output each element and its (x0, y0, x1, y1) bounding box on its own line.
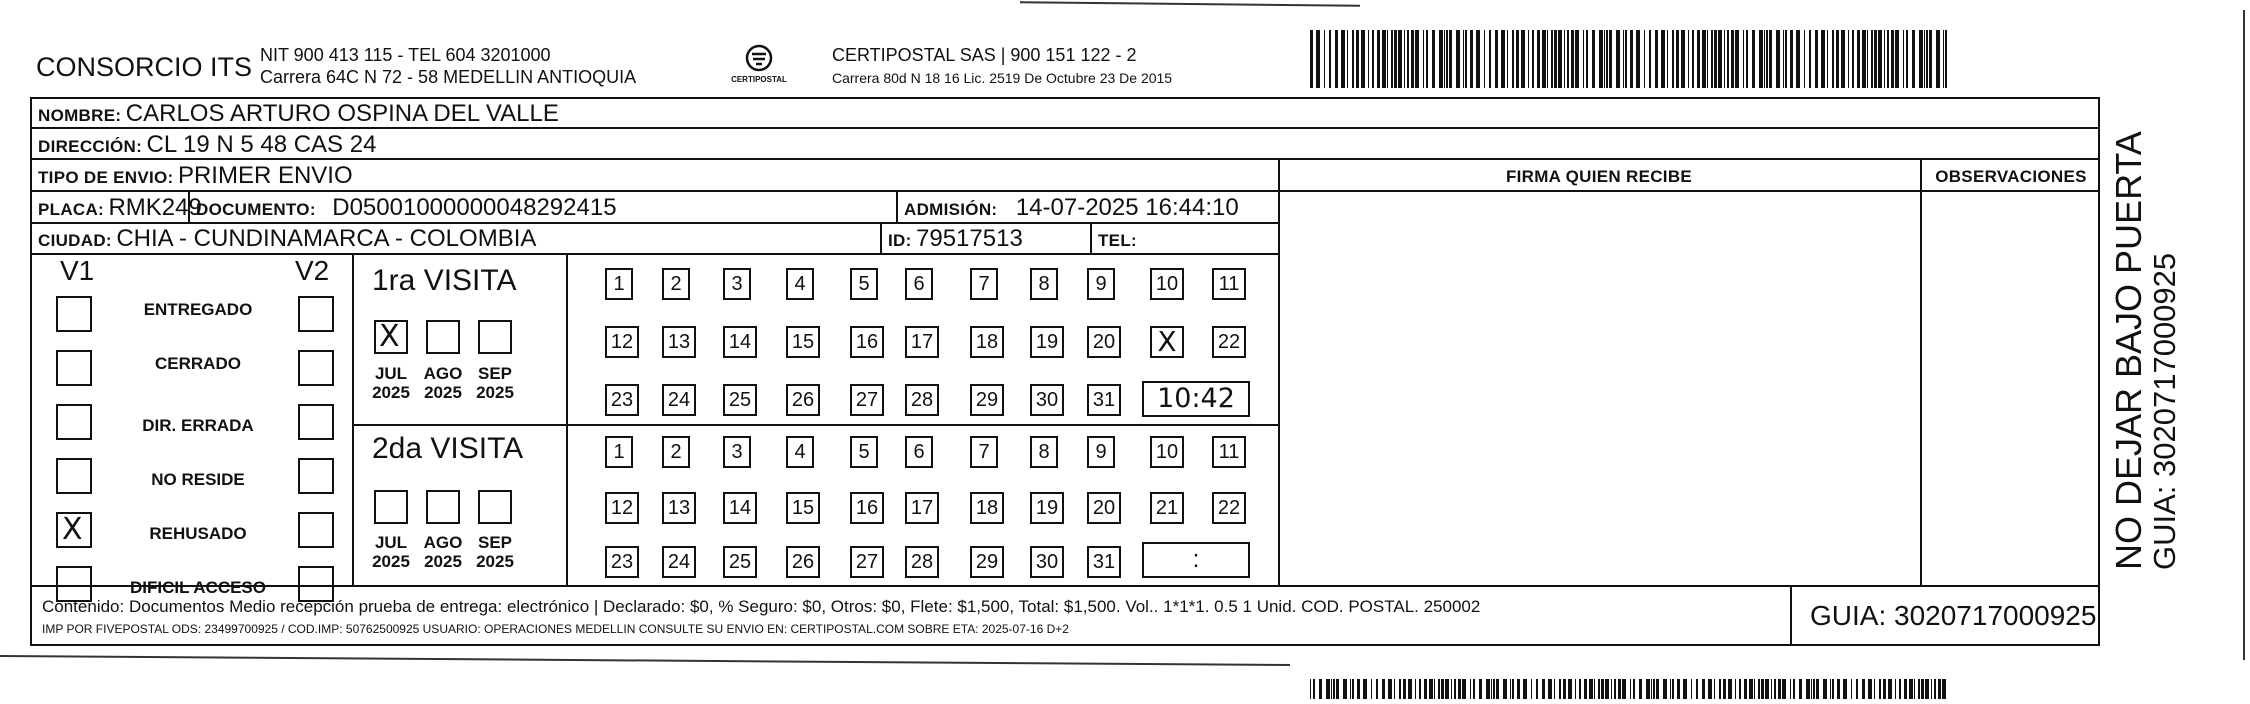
day-checkbox[interactable]: 12 (605, 492, 639, 524)
day-checkbox[interactable]: 19 (1030, 492, 1064, 524)
v1-checkbox[interactable] (56, 404, 92, 440)
footer-guia: GUIA: 3020717000925 (1810, 600, 2097, 631)
day-checkbox[interactable]: 4 (786, 268, 814, 300)
day-checkbox[interactable]: 23 (605, 384, 639, 416)
observaciones-header: OBSERVACIONES (1935, 167, 2087, 186)
day-checkbox[interactable]: 26 (786, 546, 820, 578)
month-checkbox[interactable] (478, 490, 512, 524)
day-checkbox[interactable]: 26 (786, 384, 820, 416)
company-address: Carrera 64C N 72 - 58 MEDELLIN ANTIOQUIA (260, 67, 637, 87)
day-checkbox[interactable]: 14 (723, 326, 757, 358)
direccion-row (38, 131, 376, 159)
day-checkbox[interactable]: 9 (1087, 268, 1115, 300)
month-label: SEP 2025 (476, 533, 514, 571)
v2-checkbox[interactable] (298, 512, 334, 548)
day-checkbox[interactable]: 15 (786, 492, 820, 524)
month-label: JUL 2025 (372, 364, 410, 402)
day-checkbox[interactable]: 10 (1150, 436, 1184, 468)
v2-label: V2 (295, 255, 330, 286)
day-check-mark: X (1157, 325, 1177, 358)
month-checkbox[interactable] (374, 320, 408, 354)
id-value: 79517513 (916, 225, 1023, 252)
day-checkbox[interactable]: 5 (850, 268, 878, 300)
firma-header: FIRMA QUIEN RECIBE (1505, 167, 1693, 186)
id-cell (888, 225, 1023, 253)
first-visit-title: 1ra VISITA (372, 264, 517, 297)
v1-label: V1 (60, 255, 95, 286)
footer-content-line: Contenido: Documentos Medio recepción prueba de entrega: electrónico | Declarado: $0, % Seguro: $0, Otros: $0, Flete: $1,500, Total: $1,500. Vol.. 1*1*1. 0.5 1 Unid. COD. POSTAL. 250002 (42, 597, 1481, 616)
day-checkbox[interactable]: 24 (662, 384, 696, 416)
day-checkbox[interactable]: 8 (1030, 436, 1058, 468)
v1-check-mark: X (62, 512, 83, 547)
nombre-row (38, 100, 559, 128)
side-warning: NO DEJAR BAJO PUERTA (2108, 131, 2149, 570)
month-label: SEP 2025 (476, 364, 514, 402)
day-checkbox[interactable]: 14 (723, 492, 757, 524)
month-checkbox[interactable] (478, 320, 512, 354)
day-checkbox[interactable]: 9 (1087, 436, 1115, 468)
month-checkbox[interactable] (426, 490, 460, 524)
v2-checkbox[interactable] (298, 296, 334, 332)
day-checkbox[interactable]: 7 (970, 268, 998, 300)
id-label: ID: (888, 231, 912, 250)
day-checkbox[interactable]: 31 (1087, 384, 1121, 416)
second-visit-time: : (1192, 546, 1200, 573)
day-checkbox[interactable]: 17 (905, 492, 939, 524)
documento-cell (196, 194, 617, 222)
v1-checkbox[interactable] (56, 458, 92, 494)
month-checkbox[interactable] (426, 320, 460, 354)
scan-edge-right (2243, 10, 2245, 660)
placa-value: RMK249 (108, 194, 202, 221)
v2-checkbox[interactable] (298, 404, 334, 440)
day-checkbox[interactable]: 12 (605, 326, 639, 358)
tel-cell (1098, 225, 1137, 253)
day-checkbox[interactable]: 2 (662, 268, 690, 300)
direccion-value: CL 19 N 5 48 CAS 24 (146, 131, 377, 158)
day-checkbox[interactable]: 11 (1212, 268, 1246, 300)
logo-text: CERTIPOSTAL (731, 75, 787, 84)
month-check-mark: X (379, 319, 400, 354)
day-checkbox[interactable]: 29 (970, 384, 1004, 416)
first-visit-time: 10:42 (1157, 383, 1235, 414)
side-guia: GUIA: 3020717000925 (2147, 252, 2182, 570)
day-checkbox[interactable]: 3 (723, 436, 751, 468)
status-label: REHUSADO (149, 524, 247, 543)
day-checkbox[interactable]: 30 (1030, 384, 1064, 416)
nombre-label: NOMBRE: (38, 106, 122, 125)
admision-cell (904, 194, 1239, 222)
v2-checkbox[interactable] (298, 458, 334, 494)
tipo-value: PRIMER ENVIO (177, 162, 353, 189)
day-checkbox[interactable]: 29 (970, 546, 1004, 578)
courier-address: Carrera 80d N 18 16 Lic. 2519 De Octubre 23 De 2015 (832, 70, 1173, 86)
day-checkbox[interactable]: 1 (605, 436, 633, 468)
day-checkbox[interactable]: 17 (905, 326, 939, 358)
day-checkbox[interactable]: 19 (1030, 326, 1064, 358)
v1-checkbox[interactable] (56, 512, 92, 548)
v1-checkbox[interactable] (56, 350, 92, 386)
courier-nit: CERTIPOSTAL SAS | 900 151 122 - 2 (832, 45, 1137, 65)
day-checkbox[interactable]: 8 (1030, 268, 1058, 300)
day-checkbox[interactable]: 23 (605, 546, 639, 578)
day-checkbox[interactable]: 10 (1150, 268, 1184, 300)
day-checkbox[interactable]: 2 (662, 436, 690, 468)
day-checkbox[interactable]: 16 (850, 326, 884, 358)
day-checkbox[interactable]: 1 (605, 268, 633, 300)
day-checkbox[interactable]: 6 (905, 268, 933, 300)
month-checkbox[interactable] (374, 490, 408, 524)
nombre-value: CARLOS ARTURO OSPINA DEL VALLE (125, 100, 559, 127)
month-label: JUL 2025 (372, 533, 410, 571)
day-checkbox[interactable]: 20 (1087, 492, 1121, 524)
placa-cell (38, 194, 202, 222)
barcode-bottom (1310, 679, 1950, 699)
tipo-row (38, 162, 353, 190)
direccion-label: DIRECCIÓN: (38, 137, 143, 156)
status-label: CERRADO (155, 354, 241, 373)
certipostal-logo (732, 42, 786, 90)
v1-checkbox[interactable] (56, 296, 92, 332)
day-checkbox[interactable]: 6 (905, 436, 933, 468)
scan-edge-bottom (0, 655, 1290, 666)
day-checkbox[interactable]: 25 (723, 546, 757, 578)
day-checkbox[interactable]: 18 (970, 492, 1004, 524)
day-checkbox[interactable]: 15 (786, 326, 820, 358)
day-checkbox[interactable]: 13 (662, 326, 696, 358)
day-checkbox[interactable]: 7 (970, 436, 998, 468)
month-label: AGO 2025 (423, 364, 463, 402)
status-label: DIR. ERRADA (142, 416, 254, 435)
day-checkbox[interactable]: 27 (850, 384, 884, 416)
day-checkbox[interactable]: 16 (850, 492, 884, 524)
tel-label: TEL: (1098, 231, 1137, 250)
scan-edge-top (1020, 1, 1360, 7)
company-name: CONSORCIO ITS (36, 52, 253, 82)
footer-imp-line: IMP POR FIVEPOSTAL ODS: 23499700925 / COD.IMP: 50762500925 USUARIO: OPERACIONES MEDELLIN CONSULTE SU ENVIO EN: CERTIPOSTAL.COM SOBRE ETA: 2025-07-16 D+2 (42, 622, 1069, 636)
day-checkbox[interactable]: 27 (850, 546, 884, 578)
documento-label: DOCUMENTO: (196, 200, 316, 219)
barcode-top (1310, 30, 1950, 88)
ciudad-cell (38, 225, 536, 253)
documento-value: D05001000000048292415 (332, 194, 617, 221)
ciudad-value: CHIA - CUNDINAMARCA - COLOMBIA (116, 225, 537, 252)
first-visit-time-box[interactable] (1142, 381, 1250, 417)
company-nit: NIT 900 413 115 - TEL 604 3201000 (260, 45, 551, 65)
day-checkbox[interactable]: 25 (723, 384, 757, 416)
day-checkbox[interactable]: 5 (850, 436, 878, 468)
day-checkbox[interactable]: 11 (1212, 436, 1246, 468)
placa-label: PLACA: (38, 200, 105, 219)
second-visit-title: 2da VISITA (372, 432, 524, 465)
admision-label: ADMISIÓN: (904, 200, 998, 219)
status-label: ENTREGADO (143, 300, 253, 319)
day-checkbox[interactable]: 22 (1212, 326, 1246, 358)
day-checkbox[interactable]: 18 (970, 326, 1004, 358)
day-checkbox[interactable]: 22 (1212, 492, 1246, 524)
tipo-label: TIPO DE ENVIO: (38, 168, 174, 187)
second-visit-time-box[interactable] (1142, 542, 1250, 578)
v2-checkbox[interactable] (298, 350, 334, 386)
day-checkbox[interactable]: 30 (1030, 546, 1064, 578)
day-checkbox[interactable]: 3 (723, 268, 751, 300)
status-label: DIFICIL ACCESO (129, 578, 266, 597)
month-label: AGO 2025 (423, 533, 463, 571)
day-checkbox[interactable]: 21 (1150, 492, 1184, 524)
day-checkbox[interactable]: 13 (662, 492, 696, 524)
day-checkbox[interactable]: 24 (662, 546, 696, 578)
day-checkbox[interactable]: 20 (1087, 326, 1121, 358)
day-checkbox[interactable]: 28 (905, 546, 939, 578)
day-checkbox[interactable] (1150, 326, 1184, 358)
admision-value: 14-07-2025 16:44:10 (1015, 194, 1239, 221)
day-checkbox[interactable]: 4 (786, 436, 814, 468)
day-checkbox[interactable]: 31 (1087, 546, 1121, 578)
status-label: NO RESIDE (151, 470, 245, 489)
ciudad-label: CIUDAD: (38, 231, 112, 250)
day-checkbox[interactable]: 28 (905, 384, 939, 416)
